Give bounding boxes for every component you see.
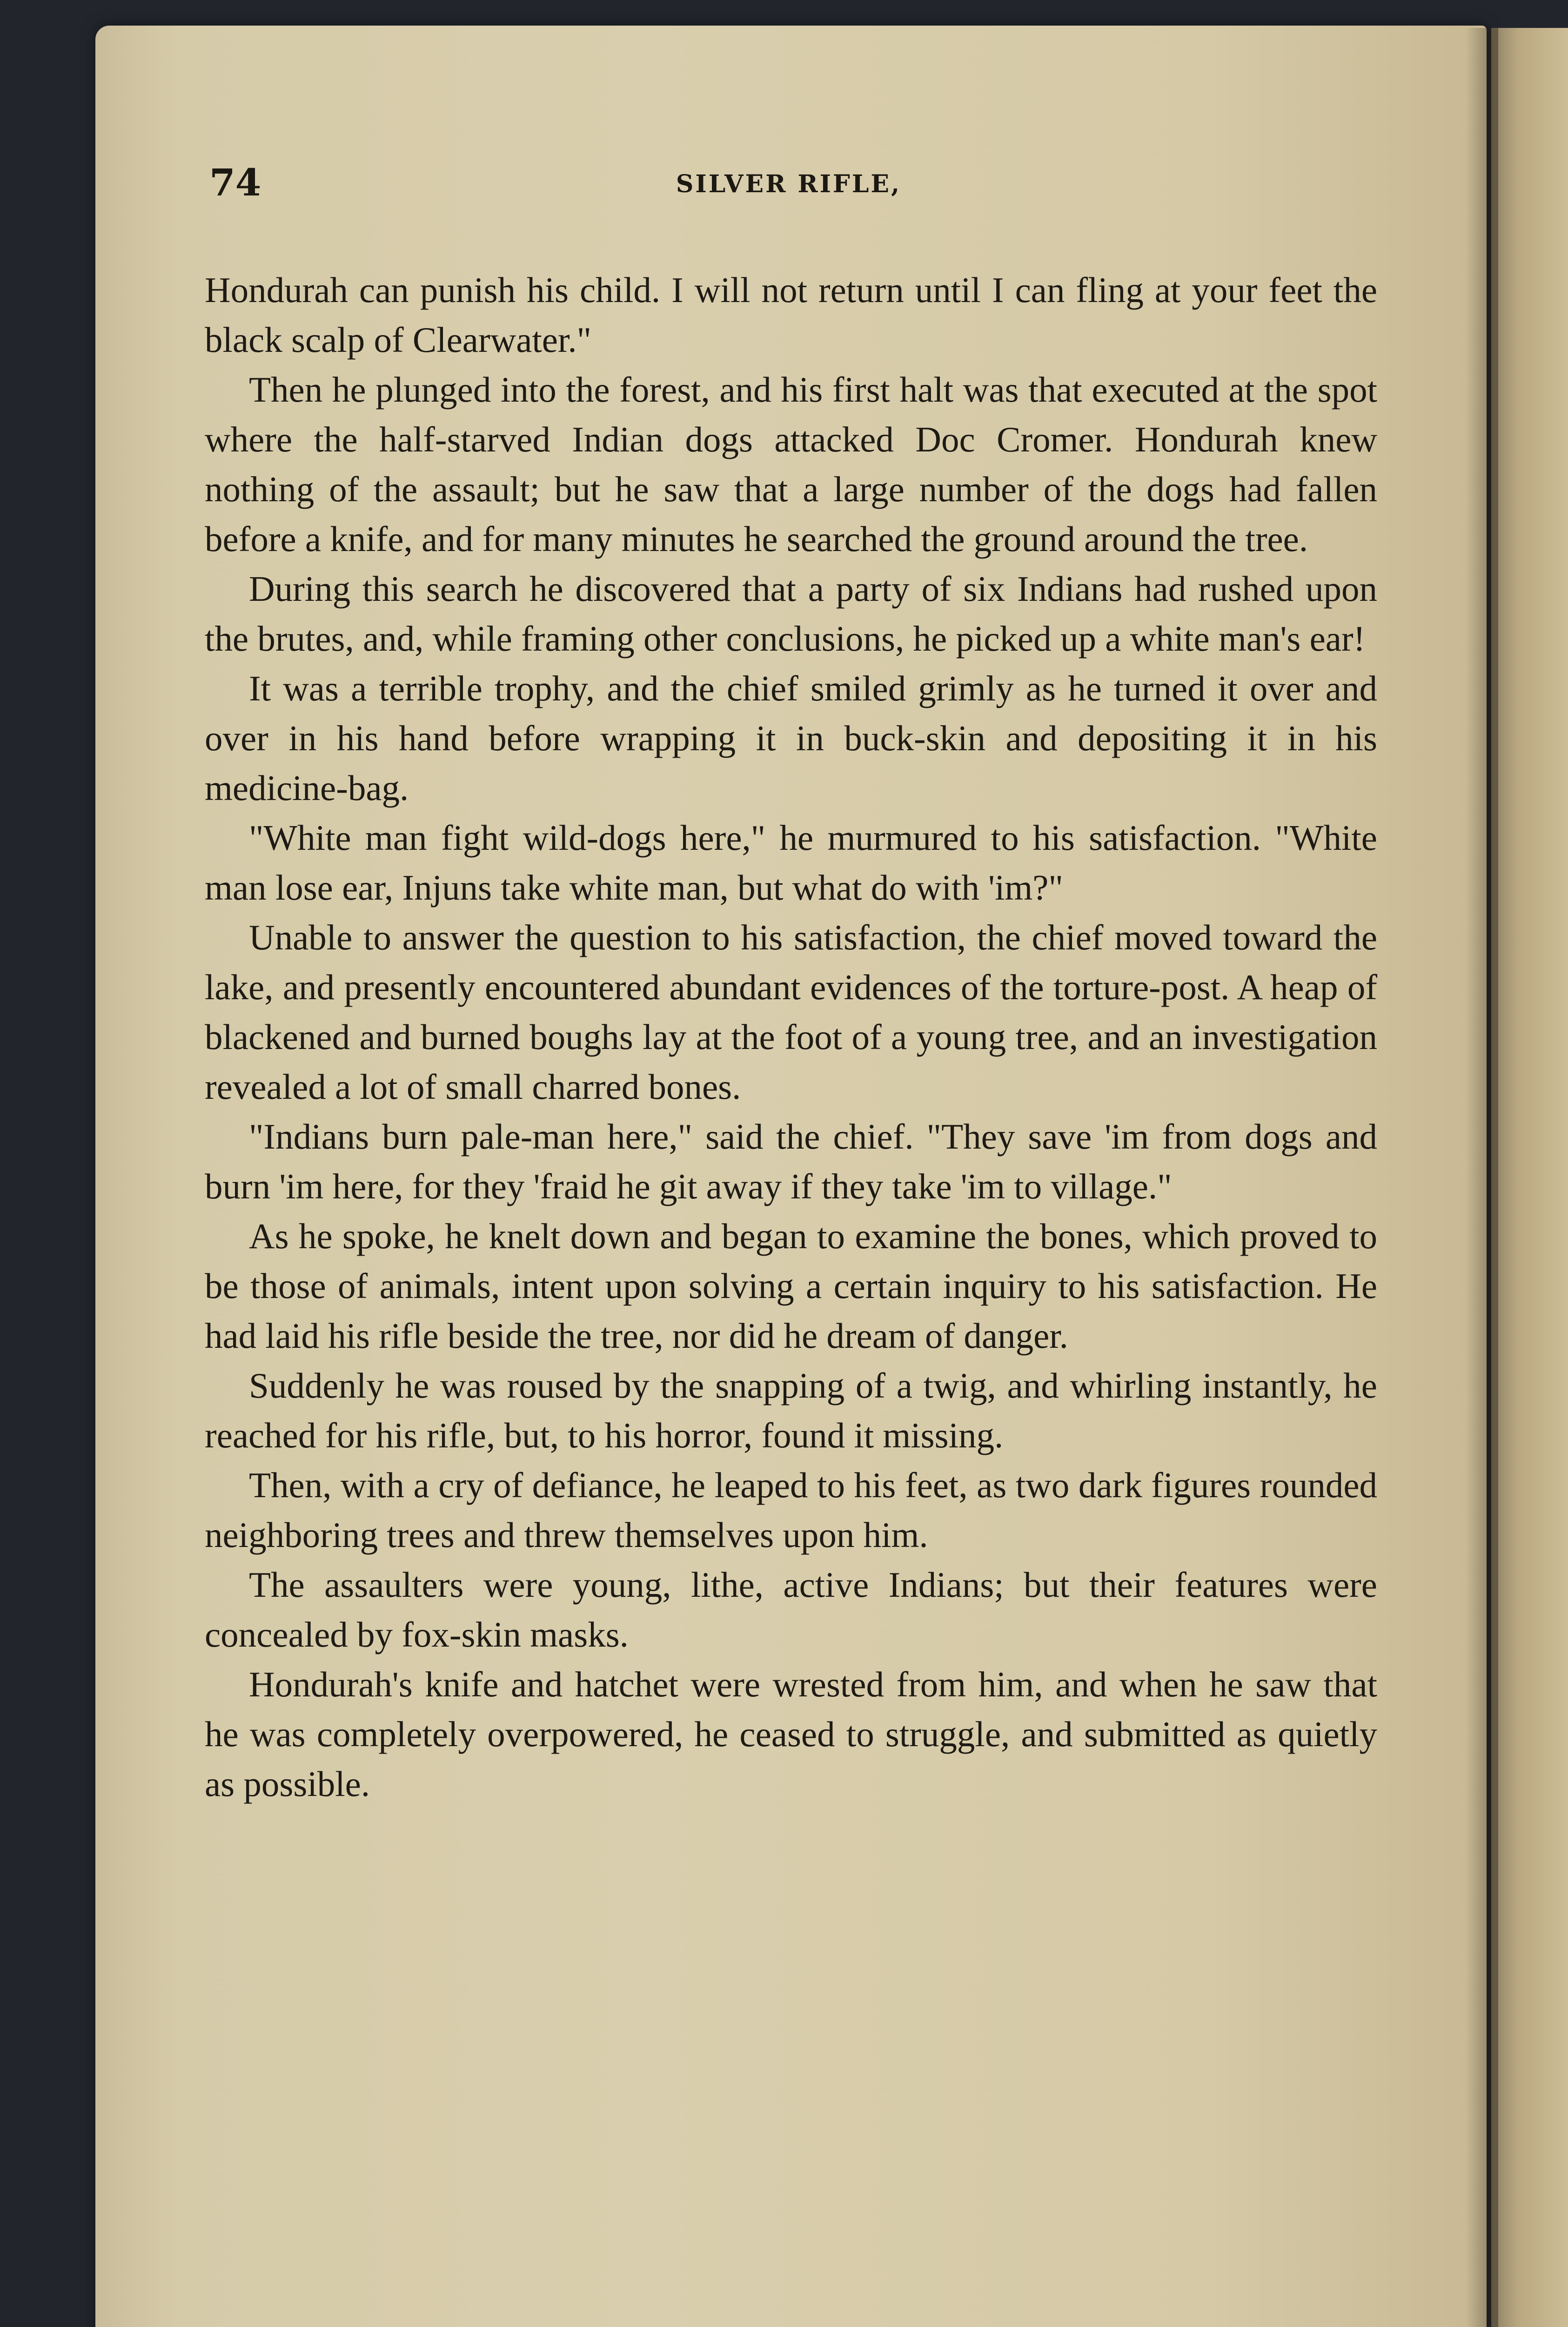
paragraph: Suddenly he was roused by the snapping of a twig, and whirling instantly, he reached for his rifle, but, to his horror, found it missing. <box>205 1365 1377 1455</box>
paragraph: Hondurah can punish his child. I will not return until I can fling at your feet the black scalp of Clearwater." <box>205 270 1377 360</box>
paragraph: It was a terrible trophy, and the chief smiled grimly as he turned it over and over in his hand before wrapping it in buck-skin and depositing it in his medicine-bag. <box>205 668 1377 808</box>
paragraph: As he spoke, he knelt down and began to examine the bones, which proved to be those of animals, intent upon solving a certain inquiry to his satisfaction. He had laid his rifle beside the tree, nor did he dream of danger. <box>205 1216 1377 1356</box>
paragraph: Then, with a cry of defiance, he leaped to his feet, as two dark figures rounded neighboring trees and threw themselves upon him. <box>205 1465 1377 1555</box>
paragraph: Hondurah's knife and hatchet were wrested from him, and when he saw that he was completely overpowered, he ceased to struggle, and submitted as quietly as possible. <box>205 1664 1377 1804</box>
paragraph: Then he plunged into the forest, and his first halt was that executed at the spot where the half-starved Indian dogs attacked Doc Cromer. Hondurah knew nothing of the assault; but he saw that a large number of the dogs had fallen before a knife, and for many minutes he searched the ground around the tree. <box>205 370 1377 559</box>
adjacent-page-edge <box>1491 28 1568 2327</box>
running-title: SILVER RIFLE, <box>676 170 902 198</box>
paragraph: During this search he discovered that a party of six Indians had rushed upon the brutes, and, while framing other conclusions, he picked up a white man's ear! <box>205 569 1377 659</box>
gutter-shadow <box>1466 28 1498 2327</box>
paragraph: Unable to answer the question to his satisfaction, the chief moved toward the lake, and presently encountered abundant evidences of the torture-post. A heap of blackened and burned boughs lay at the foot of a young tree, and an investigation revealed a lot of small charred bones. <box>205 917 1377 1107</box>
paragraph: "White man fight wild-dogs here," he murmured to his satisfaction. "White man lose ear, Injuns take white man, but what do with 'im?" <box>205 818 1377 908</box>
paragraph: "Indians burn pale-man here," said the chief. "They save 'im from dogs and burn 'im here, for they 'fraid he git away if they take 'im to village." <box>205 1116 1377 1206</box>
paragraph: The assaulters were young, lithe, active Indians; but their features were concealed by fox-skin masks. <box>205 1565 1377 1654</box>
page-number: 74 <box>209 161 261 204</box>
page-body-text <box>205 265 1377 1809</box>
page-header <box>209 161 1368 216</box>
